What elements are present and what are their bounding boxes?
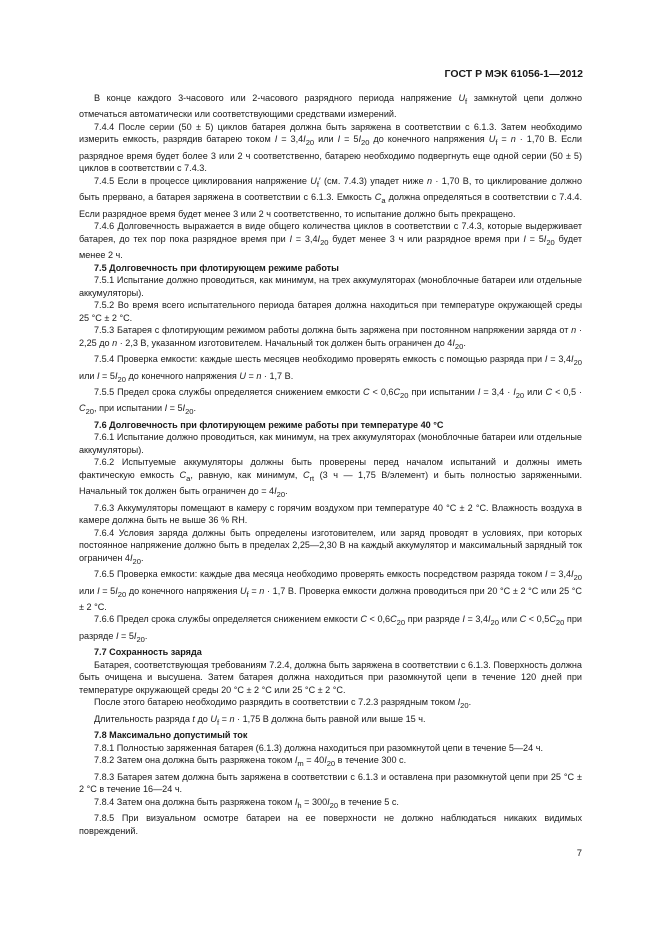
paragraph: 7.6.2 Испытуемые аккумуляторы должны быть проверены перед началом испытаний и должны иметь фактическую емкость $C_a$, равную, как минимум, $C_{rt}$ (3 ч — 1,75 В/элемент) и быть полностью заряженными. Начальный ток должен быть ограничен до = $4I_{20}$.: [79, 457, 582, 500]
paragraph: 7.4.5 Если в процессе циклирования напряжение $U_f'$ (см. 7.4.3) упадет ниже n · 1,70 В, то циклирование должно быть прервано, а батарея заряжена в соответствии с 6.1.3. Емкость $C_a$ должна определяться в соответствии с 7.4.4. Если разрядное время будет менее 3 или 2 ч соответственно, то испытание должно быть прекращено.: [79, 175, 583, 219]
paragraph: 7.8.4 Затем она должна быть разряжена током $I_h = 300I_{20}$ в течение 5 с.: [94, 796, 399, 810]
paragraph: 7.5.2 Во время всего испытательного периода батарея должна находиться при температуре окружающей среды 25 °С ± 2 °С.: [79, 300, 582, 323]
paragraph: 7.4.4 После серии (50 ± 5) циклов батарея должна быть заряжена в соответствии с 6.1.3. Затем необходимо измерить емкость, разрядив батарею током $I = 3,4I_{20}$ или $I = 5I_{20}$ до конечного напряжения $U_f = n \cdot 1,70$ В. Если разрядное время будет более 3 или 2 ч соответственно, батарею необходимо подвергнуть еще одной серии (50 ± 5) циклов в соответствии с 7.4.3.: [79, 121, 582, 174]
paragraph: 7.5.1 Испытание должно проводиться, как минимум, на трех аккумуляторах (моноблочные батареи или отдельные аккумуляторы).: [79, 275, 582, 298]
paragraph: Длительность разряда t до $U_f = n \cdot 1,75$ В должна быть равной или выше 15 ч.: [94, 713, 426, 727]
paragraph: 7.5.5 Предел срока службы определяется снижением емкости $C < 0,6C_{20}$ при испытании $I = 3,4 \cdot I_{20}$ или $C < 0,5 \cdot C_{20}$, при испытании $I = 5I_{20}$.: [79, 386, 582, 417]
section-heading: 7.7 Сохранность заряда: [94, 647, 202, 658]
paragraph: 7.6.4 Условия заряда должны быть определены изготовителем, или заряд проводят в условиях, при которых постоянное напряжение должно быть в пределах 2,25—2,30 В на каждый аккумулятор и максимальный зарядный ток ограничен $4I_{20}$.: [79, 527, 582, 566]
section-heading: 7.6 Долговечность при флотирующем режиме работы при температуре 40 °С: [94, 419, 444, 430]
paragraph: 7.8.1 Полностью заряженная батарея (6.1.3) должна находиться при разомкнутой цепи в течение 5—24 ч.: [94, 742, 543, 753]
paragraph: 7.8.2 Затем она должна быть разряжена током $I_m = 40I_{20}$ в течение 300 с.: [94, 755, 407, 768]
section-heading: 7.5 Долговечность при флотирующем режиме работы: [94, 262, 339, 273]
paragraph: 7.8.5 При визуальном осмотре батареи на ее поверхности не должно наблюдаться никаких видимых повреждений.: [79, 812, 582, 836]
paragraph: 7.6.5 Проверка емкости: каждые два месяца необходимо проверять емкость посредством разряда током $I = 3,4I_{20}$ или $I = 5I_{20}$ до конечного напряжения $U_f = n \cdot 1,7$ В. Проверка емкости должна проводиться при 20 °С ± 2 °С или 25 °С ± 2 °С.: [79, 569, 583, 612]
paragraph: 7.4.6 Долговечность выражается в виде общего количества циклов в соответствии с 7.4.3, которые выдерживает батарея, до тех пор пока разрядное время при $I = 3,4I_{20}$ будет менее 3 ч или разрядное время при $I = 5I_{20}$ будет менее 2 ч.: [79, 221, 583, 261]
paragraph: 7.6.6 Предел срока службы определяется снижением емкости $C < 0,6C_{20}$ при разряде $I = 3,4I_{20}$ или $C < 0,5C_{20}$ при разряде $I = 5I_{20}$.: [79, 614, 582, 644]
paragraph: 7.8.3 Батарея затем должна быть заряжена в соответствии с 6.1.3 и оставлена при разомкнутой цепи при 25 °С ± 2 °С в течение 16—24 ч.: [79, 771, 582, 795]
paragraph: Батарея, соответствующая требованиям 7.2.4, должна быть заряжена в соответствии с 6.1.3. Поверхность должна быть очищена и высушена. Затем батарея должна находиться при разомкнутой цепи в течение 120 дней при температуре окружающей среды 20 °С ± 2 °С или 25 °С ± 2 °С.: [79, 659, 582, 695]
paragraph: 7.5.4 Проверка емкости: каждые шесть месяцев необходимо проверять емкость с помощью разряда при $I = 3,4I_{20}$ или $I = 5I_{20}$ до конечного напряжения U = n · 1,7 В.: [79, 354, 582, 384]
running-header: ГОСТ Р МЭК 61056-1—2012: [444, 68, 583, 80]
paragraph: В конце каждого 3-часового или 2-часового разрядного периода напряжение $U_f$ замкнутой цепи должно отмечаться автоматически или соответствующими средствами измерений.: [79, 93, 582, 120]
body-text: [79, 92, 582, 837]
paragraph: После этого батарею необходимо разрядить в соответствии с 7.2.3 разрядным током $I_{20}$.: [94, 697, 472, 711]
paragraph: 7.6.1 Испытание должно проводиться, как минимум, на трех аккумуляторах (моноблочные батареи или отдельные аккумуляторы).: [79, 432, 582, 455]
page-number: 7: [576, 848, 582, 859]
paragraph: 7.6.3 Аккумуляторы помещают в камеру с горячим воздухом при температуре 40 °С ± 2 °С. Влажность воздуха в камере должна быть не выше 36 % RH.: [79, 502, 582, 526]
paragraph: 7.5.3 Батарея с флотирующим режимом работы должна быть заряжена при постоянном напряжении заряда от n · 2,25 до n · 2,3 В, указанном изготовителем. Начальный ток должен быть ограничен до $4I_{20}$.: [79, 325, 582, 351]
section-heading: 7.8 Максимально допустимый ток: [94, 730, 248, 741]
